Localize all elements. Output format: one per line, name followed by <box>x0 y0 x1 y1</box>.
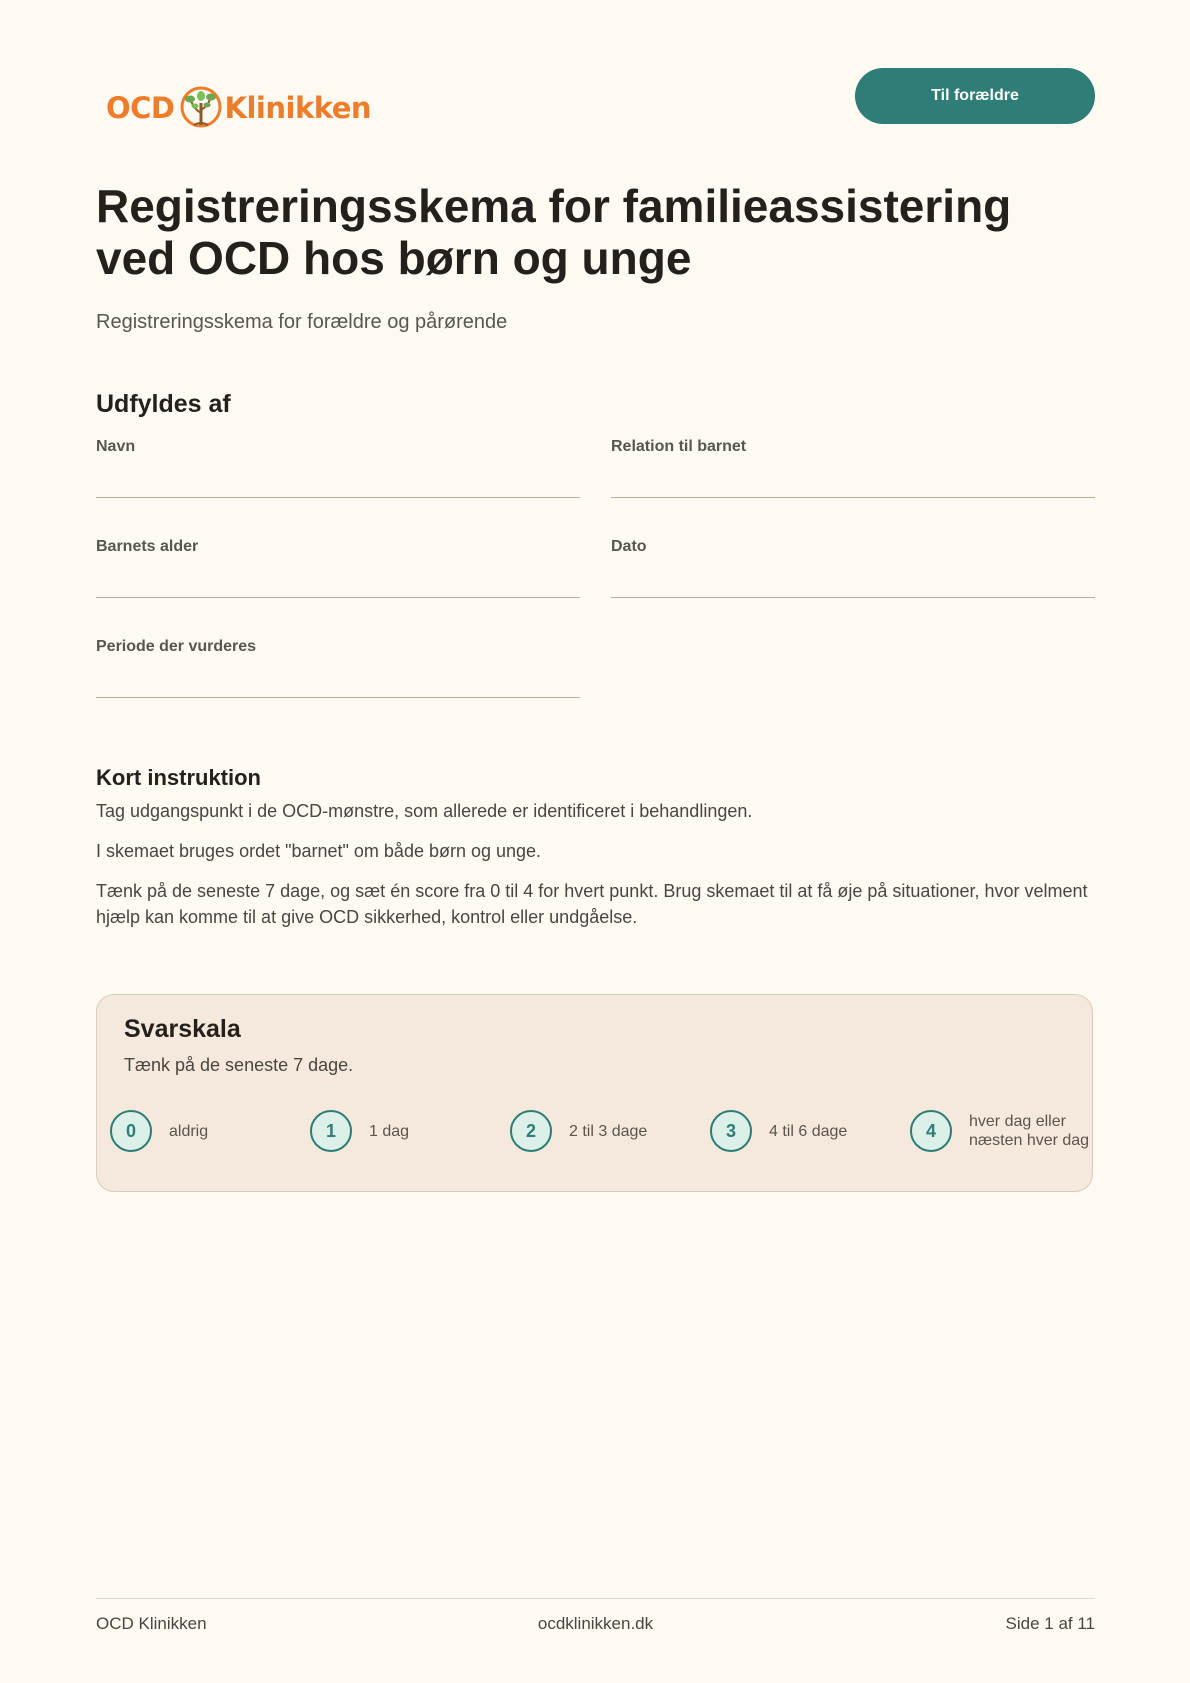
scale-item <box>110 1109 310 1153</box>
footer-website-link[interactable]: ocdklinikken.dk <box>537 1614 654 1633</box>
relation-label: Relation til barnet <box>611 438 747 455</box>
footer-brand: OCD Klinikken <box>96 1614 207 1633</box>
logo[interactable] <box>106 80 371 136</box>
score-badge: 2 <box>510 1110 552 1152</box>
scale-item <box>510 1109 710 1153</box>
child-age-input[interactable] <box>96 569 580 598</box>
child-age-field <box>96 538 580 598</box>
page-subtitle: Registreringsskema for forældre og pårørende <box>96 311 508 333</box>
logo-ocd-text: OCD <box>106 91 175 125</box>
name-input[interactable] <box>96 469 580 498</box>
score-label: 4 til 6 dage <box>769 1122 848 1140</box>
scale-item <box>710 1109 910 1153</box>
child-age-label: Barnets alder <box>96 538 199 555</box>
scale-item <box>910 1109 1090 1153</box>
period-label: Periode der vurderes <box>96 638 257 655</box>
page-title: Registreringsskema for familieassistering ved OCD hos børn og unge <box>96 180 1012 284</box>
date-field <box>611 538 1095 598</box>
page <box>96 0 1095 1683</box>
instructions-paragraph: I skemaet bruges ordet "barnet" om både børn og unge. <box>96 841 542 861</box>
name-field <box>96 438 580 498</box>
date-input[interactable] <box>611 569 1095 598</box>
name-label: Navn <box>96 438 136 455</box>
footer-page-number: Side 1 af 11 <box>1005 1614 1095 1633</box>
date-label: Dato <box>611 538 647 555</box>
score-badge: 4 <box>910 1110 952 1152</box>
scale-title: Svarskala <box>124 1015 241 1043</box>
score-label: 1 dag <box>369 1122 410 1140</box>
score-label: 2 til 3 dage <box>569 1122 648 1140</box>
period-input[interactable] <box>96 669 580 698</box>
score-badge: 1 <box>310 1110 352 1152</box>
scale-subtitle: Tænk på de seneste 7 dage. <box>124 1055 354 1075</box>
score-label: hver dag eller næsten hver dag <box>969 1113 1090 1149</box>
tree-icon <box>178 83 224 133</box>
score-label: aldrig <box>169 1122 209 1140</box>
answer-scale-card <box>96 994 1093 1192</box>
score-badge: 0 <box>110 1110 152 1152</box>
scale-item <box>310 1109 510 1153</box>
instructions-paragraph: Tænk på de seneste 7 dage, og sæt én score fra 0 til 4 for hvert punkt. Brug skemaet til at få øje på situationer, hvor velment hjælp kan komme til at give OCD sikkerhed, kontrol eller undgåelse. <box>96 881 1088 927</box>
instructions-heading: Kort instruktion <box>96 765 261 790</box>
relation-input[interactable] <box>611 469 1095 498</box>
period-field <box>96 638 580 698</box>
logo-klinikken-text: Klinikken <box>224 91 372 125</box>
score-badge: 3 <box>710 1110 752 1152</box>
form-heading: Udfyldes af <box>96 390 231 418</box>
instructions-paragraph: Tag udgangspunkt i de OCD-mønstre, som allerede er identificeret i behandlingen. <box>96 801 753 821</box>
relation-field <box>611 438 1095 498</box>
parents-button[interactable]: Til forældre <box>855 68 1095 124</box>
footer-divider <box>96 1598 1095 1599</box>
